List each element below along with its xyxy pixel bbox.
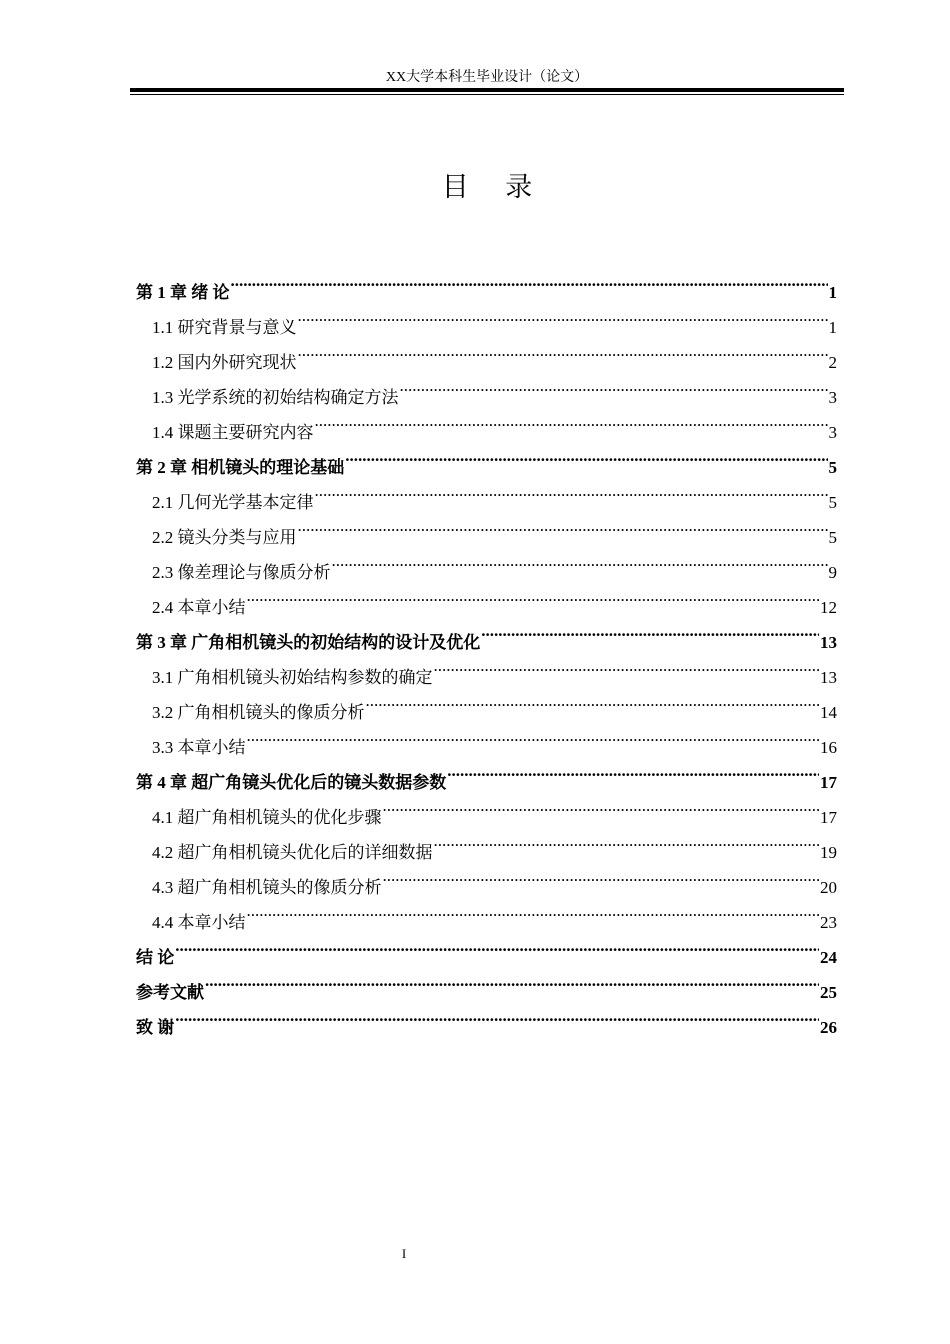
toc-entry-label: 结 论 bbox=[136, 948, 175, 967]
toc-dot-leader bbox=[447, 753, 819, 788]
running-header: XX大学本科生毕业设计（论文） bbox=[385, 70, 589, 85]
toc-entry-page-number: 19 bbox=[820, 843, 837, 862]
toc-dot-leader bbox=[315, 403, 828, 438]
toc-dot-leader bbox=[434, 648, 820, 683]
toc-chapter-entry[interactable] bbox=[136, 963, 837, 1002]
header-rule-thick bbox=[130, 88, 844, 92]
toc-entry-label: 2.4 本章小结 bbox=[152, 598, 246, 617]
toc-entry-page-number: 24 bbox=[820, 948, 837, 967]
toc-entry-label: 4.4 本章小结 bbox=[152, 913, 246, 932]
toc-entry-label: 第 2 章 相机镜头的理论基础 bbox=[136, 458, 345, 477]
toc-entry-page-number: 5 bbox=[828, 528, 837, 547]
toc-entry-label: 第 1 章 绪 论 bbox=[136, 283, 230, 302]
toc-chapter-entry[interactable] bbox=[136, 928, 837, 967]
toc-dot-leader bbox=[315, 473, 828, 508]
toc-entry-label: 1.2 国内外研究现状 bbox=[152, 353, 297, 372]
toc-dot-leader bbox=[400, 368, 828, 403]
toc-dot-leader bbox=[247, 578, 820, 613]
toc-entry-page-number: 13 bbox=[820, 668, 837, 687]
toc-dot-leader bbox=[175, 998, 819, 1033]
toc-entry-page-number: 14 bbox=[820, 703, 837, 722]
toc-entry-label: 第 4 章 超广角镜头优化后的镜头数据参数 bbox=[136, 773, 447, 792]
toc-entry-label: 3.2 广角相机镜头的像质分析 bbox=[152, 703, 365, 722]
toc-entry-label: 2.3 像差理论与像质分析 bbox=[152, 563, 331, 582]
toc-chapter-entry[interactable] bbox=[136, 263, 837, 302]
toc-entry-page-number: 25 bbox=[820, 983, 837, 1002]
toc-dot-leader bbox=[332, 543, 828, 578]
toc-entry-page-number: 23 bbox=[820, 913, 837, 932]
toc-entry-label: 3.1 广角相机镜头初始结构参数的确定 bbox=[152, 668, 433, 687]
toc-dot-leader bbox=[345, 438, 827, 473]
toc-dot-leader bbox=[298, 508, 828, 543]
toc-chapter-entry[interactable] bbox=[136, 998, 837, 1037]
toc-entry-page-number: 16 bbox=[820, 738, 837, 757]
toc-entry-page-number: 1 bbox=[828, 283, 837, 302]
toc-entry-label: 4.3 超广角相机镜头的像质分析 bbox=[152, 878, 382, 897]
toc-entry-page-number: 17 bbox=[820, 773, 837, 792]
toc-dot-leader bbox=[247, 893, 820, 928]
toc-dot-leader bbox=[383, 858, 820, 893]
toc-entry-label: 参考文献 bbox=[136, 983, 204, 1002]
toc-dot-leader bbox=[383, 788, 820, 823]
toc-entry-label: 1.1 研究背景与意义 bbox=[152, 318, 297, 337]
toc-entry-label: 致 谢 bbox=[136, 1018, 175, 1037]
toc-entry-page-number: 13 bbox=[820, 633, 837, 652]
toc-entry-page-number: 1 bbox=[828, 318, 837, 337]
toc-entry-page-number: 17 bbox=[820, 808, 837, 827]
toc-entry-label: 3.3 本章小结 bbox=[152, 738, 246, 757]
toc-entry-label: 4.1 超广角相机镜头的优化步骤 bbox=[152, 808, 382, 827]
toc-entry-page-number: 5 bbox=[828, 493, 837, 512]
toc-entry-page-number: 3 bbox=[828, 423, 837, 442]
toc-entry-label: 1.3 光学系统的初始结构确定方法 bbox=[152, 388, 399, 407]
toc-entry-label: 2.1 几何光学基本定律 bbox=[152, 493, 314, 512]
toc-entry-label: 4.2 超广角相机镜头优化后的详细数据 bbox=[152, 843, 433, 862]
toc-dot-leader bbox=[434, 823, 820, 858]
toc-entry-page-number: 5 bbox=[828, 458, 837, 477]
toc-dot-leader bbox=[366, 683, 820, 718]
table-of-contents bbox=[136, 263, 837, 1037]
header-rule-thin bbox=[130, 94, 844, 95]
toc-dot-leader bbox=[481, 613, 819, 648]
toc-dot-leader bbox=[298, 333, 828, 368]
toc-section-entry[interactable] bbox=[136, 298, 837, 337]
toc-dot-leader bbox=[205, 963, 819, 998]
toc-entry-page-number: 9 bbox=[828, 563, 837, 582]
toc-entry-page-number: 2 bbox=[828, 353, 837, 372]
toc-entry-page-number: 20 bbox=[820, 878, 837, 897]
toc-entry-page-number: 3 bbox=[828, 388, 837, 407]
toc-entry-label: 2.2 镜头分类与应用 bbox=[152, 528, 297, 547]
toc-entry-page-number: 26 bbox=[820, 1018, 837, 1037]
toc-entry-label: 1.4 课题主要研究内容 bbox=[152, 423, 314, 442]
toc-title: 目 录 bbox=[441, 172, 547, 203]
footer-page-number: I bbox=[401, 1246, 407, 1261]
toc-entry-label: 第 3 章 广角相机镜头的初始结构的设计及优化 bbox=[136, 633, 481, 652]
toc-dot-leader bbox=[298, 298, 828, 333]
toc-dot-leader bbox=[247, 718, 820, 753]
toc-entry-page-number: 12 bbox=[820, 598, 837, 617]
toc-dot-leader bbox=[231, 263, 828, 298]
toc-dot-leader bbox=[175, 928, 819, 963]
